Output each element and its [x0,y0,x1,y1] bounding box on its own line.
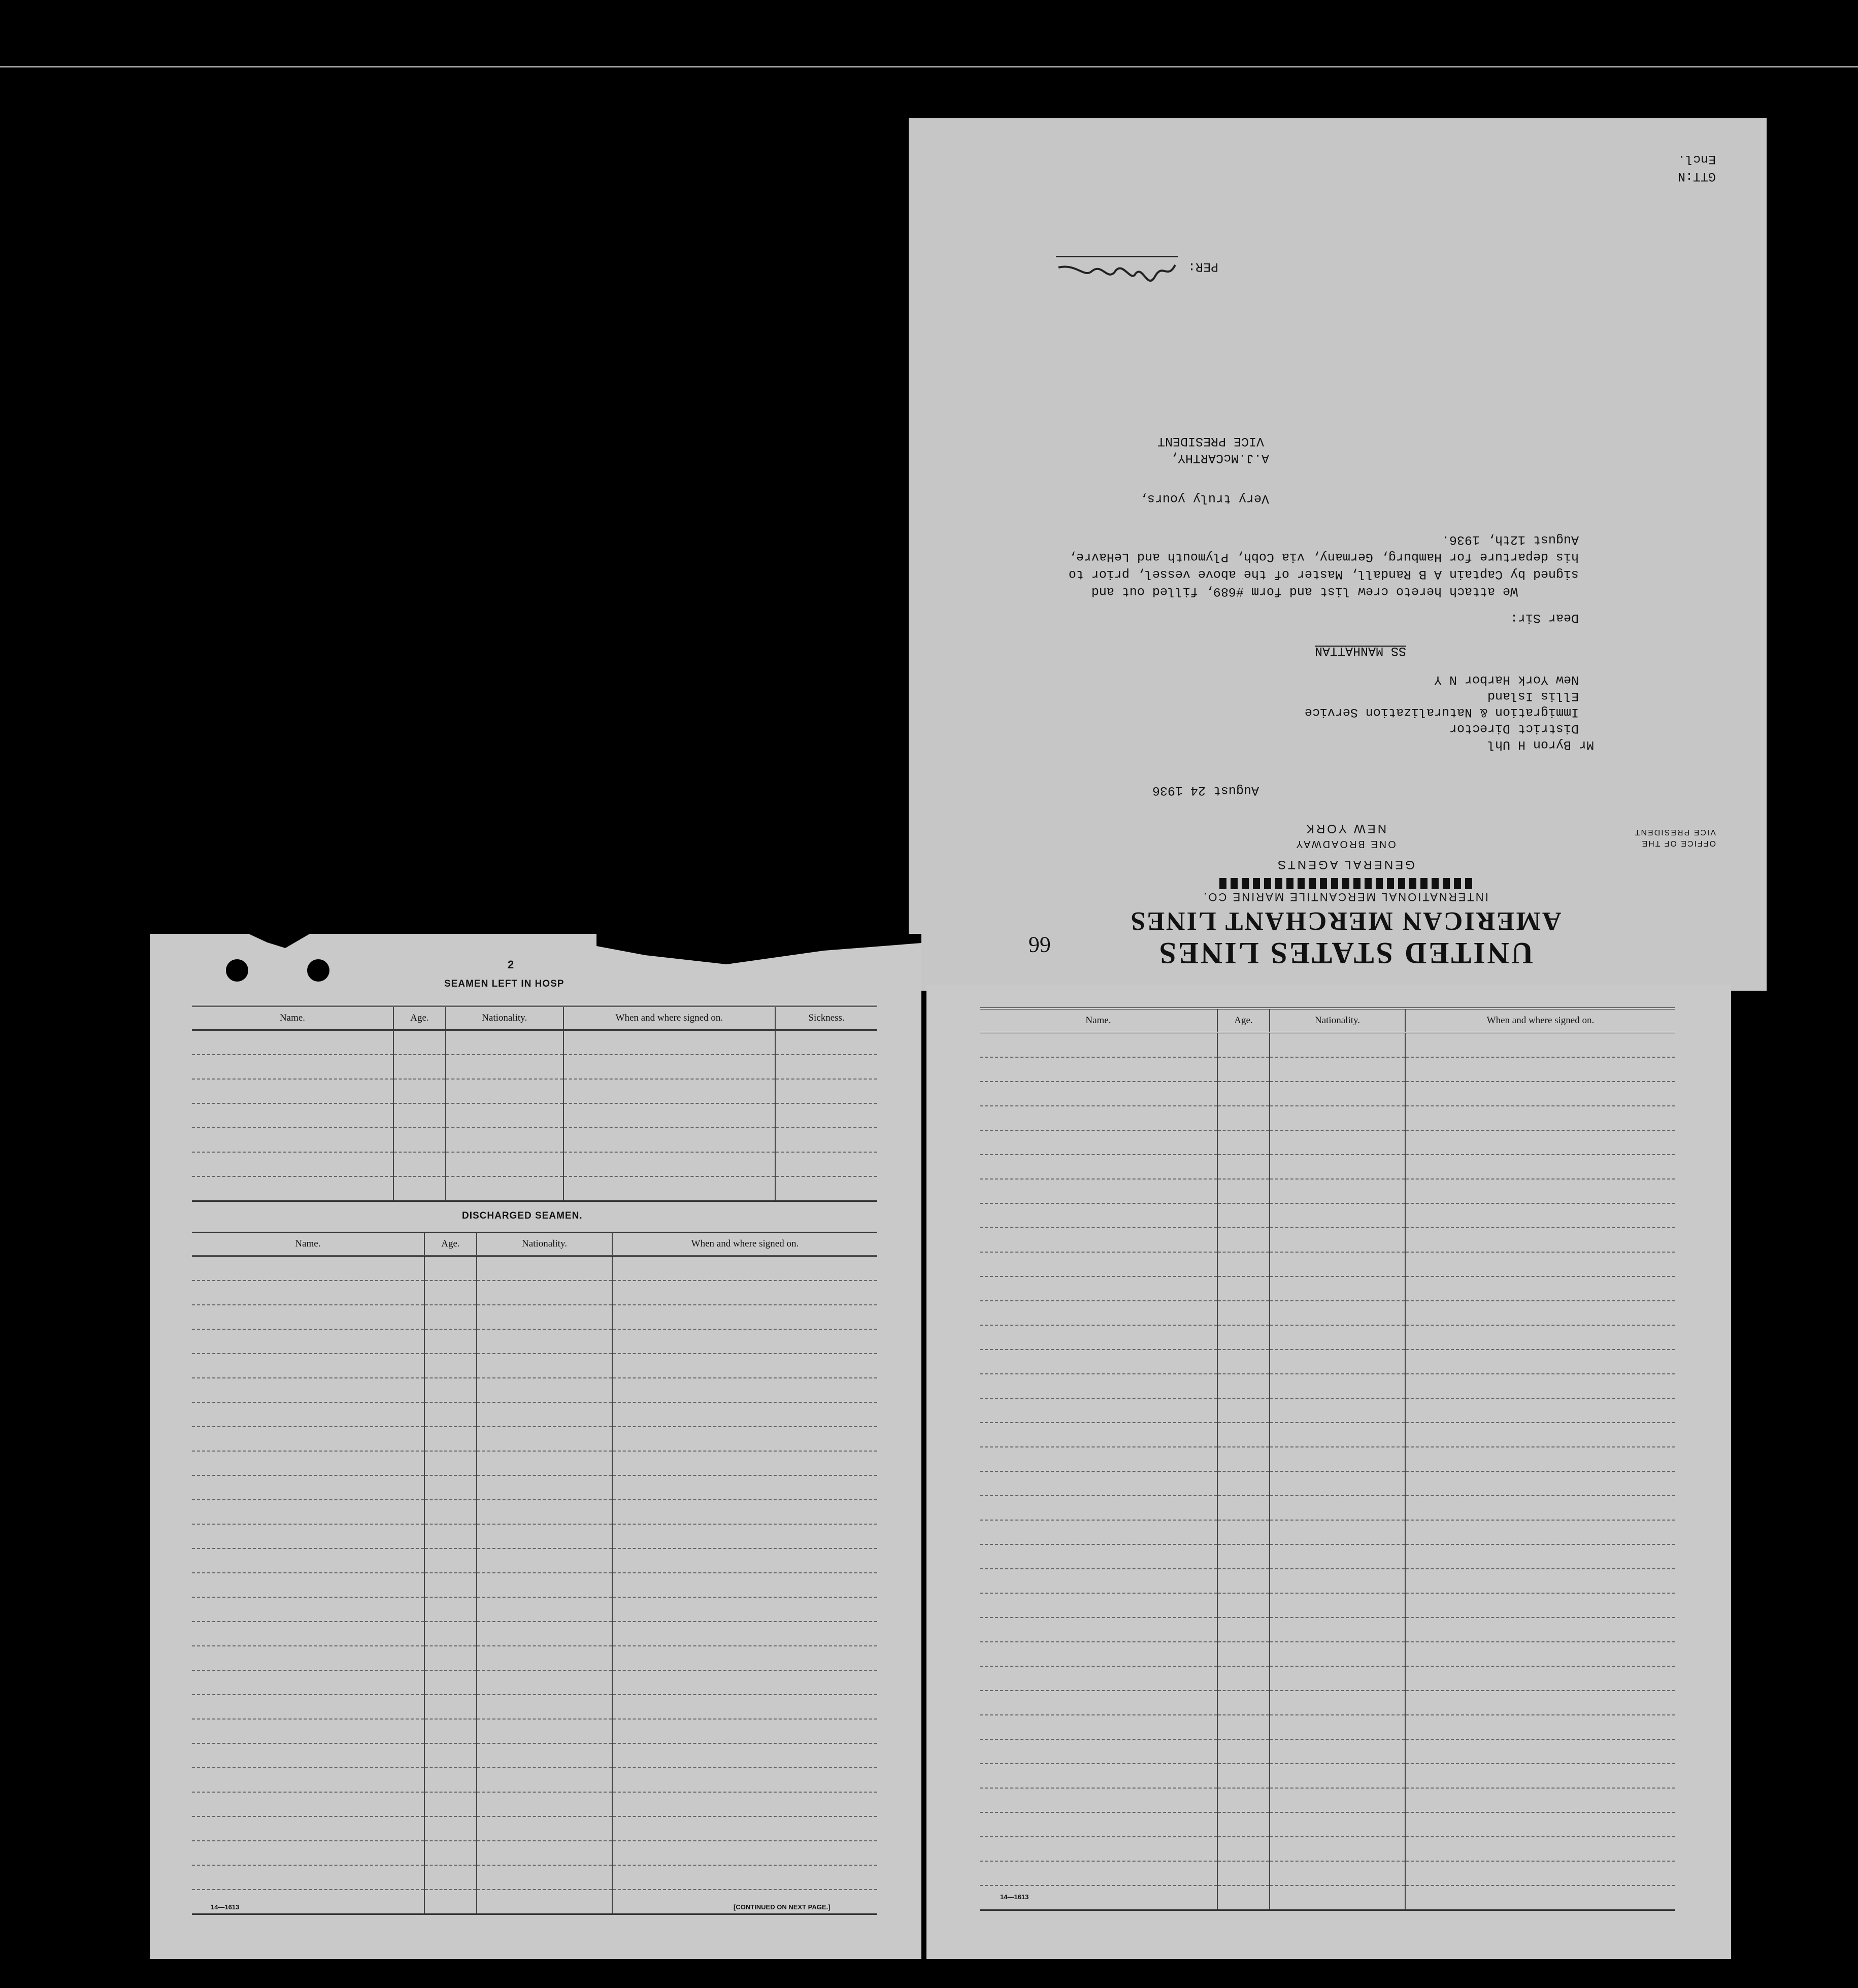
col-name: Name. [192,1006,393,1030]
discharged-header-row [192,1232,877,1256]
page-number: 66 [1028,932,1051,957]
table-row [980,1812,1675,1837]
table-row [192,1055,877,1079]
table-row [980,1423,1675,1447]
table-row [192,1305,877,1329]
addressee-line: Ellis Island [1487,689,1579,703]
page-label: 2 [508,958,515,971]
body-line: signed by Captain A B Randall, Master of the above vessel, prior to [1068,567,1579,582]
col-signed-on: When and where signed on. [563,1006,776,1030]
hospital-table [192,1005,877,1202]
table-row [192,1670,877,1695]
col-name: Name. [192,1232,424,1256]
table-row [980,1739,1675,1764]
table-row [980,1471,1675,1496]
table-row [980,1666,1675,1691]
col-signed-on: When and where signed on. [612,1232,877,1256]
body-line: his departure for Hamburg, Germany, via Cobh, Plymouth and LeHavre, [1068,550,1579,564]
table-row [980,1788,1675,1812]
crew-rows [980,1033,1675,1910]
addressee-line: Mr Byron H Uhl [1487,737,1594,752]
table-row [192,1524,877,1548]
left-form-sheet [150,934,921,1959]
table-row [980,1691,1675,1715]
subject-line: SS MANHATTAN [1314,644,1406,658]
table-row [980,1350,1675,1374]
hospital-header-row [192,1006,877,1030]
table-row [980,1837,1675,1861]
table-row [192,1451,877,1475]
scan-edge-line [0,66,1858,68]
table-row [192,1622,877,1646]
signer-title: VICE PRESIDENT [1157,434,1264,449]
discharged-section-title: DISCHARGED SEAMEN. [462,1210,583,1221]
table-row [192,1816,877,1841]
letterhead-united-states-lines: UNITED STATES LINES [1157,936,1534,970]
table-row [192,1329,877,1354]
table-row [980,1618,1675,1642]
hospital-rows [192,1030,877,1201]
col-signed-on: When and where signed on. [1405,1008,1675,1033]
table-row [192,1475,877,1500]
table-row [980,1057,1675,1082]
torn-edge [596,934,921,964]
letterhead-ornament [1218,878,1472,889]
table-row [192,1103,877,1128]
letterhead-american-merchant-lines: AMERICAN MERCHANT LINES [1129,906,1562,935]
table-row [192,1354,877,1378]
letter-sheet [909,118,1767,991]
table-row [980,1715,1675,1739]
table-row [980,1642,1675,1666]
table-row [192,1597,877,1622]
addressee-line: District Director [1449,721,1579,736]
table-row [980,1885,1675,1910]
col-nationality: Nationality. [446,1006,563,1030]
table-row [192,1378,877,1402]
table-row [980,1544,1675,1569]
col-nationality: Nationality. [1270,1008,1405,1033]
crew-table [980,1007,1675,1911]
table-row [980,1447,1675,1471]
discharged-table [192,1231,877,1915]
table-row [192,1281,877,1305]
table-row [192,1695,877,1719]
letter-date: August 24 1936 [1152,783,1259,798]
table-row [980,1301,1675,1325]
table-row [980,1252,1675,1276]
handwritten-signature [1056,256,1178,283]
table-row [980,1155,1675,1179]
letterhead-city: NEW YORK [1304,822,1387,835]
col-age: Age. [393,1006,446,1030]
table-row [980,1496,1675,1520]
crew-header-row [980,1008,1675,1033]
table-row [192,1743,877,1768]
body-line: August 12th, 1936. [1441,532,1579,547]
letter-rotated-content [909,118,1767,991]
table-row [192,1030,877,1055]
table-row [192,1768,877,1792]
table-row [980,1593,1675,1618]
letterhead-imm-co: INTERNATIONAL MERCANTILE MARINE CO. [1202,891,1488,903]
col-age: Age. [1217,1008,1270,1033]
continued-note: [CONTINUED ON NEXT PAGE.] [734,1903,831,1911]
col-nationality: Nationality. [477,1232,612,1256]
table-row [980,1276,1675,1301]
table-row [192,1176,877,1201]
table-row [192,1841,877,1865]
table-row [192,1865,877,1890]
table-row [980,1861,1675,1885]
table-row [192,1427,877,1451]
torn-edge [249,934,310,948]
office-line-2: VICE PRESIDENT [1634,828,1716,836]
punch-hole [226,959,248,982]
closing: Very truly yours, [1139,491,1269,506]
addressee-line: Immigration & Naturalization Service [1304,705,1579,720]
table-row [980,1228,1675,1252]
table-row [980,1179,1675,1203]
reference-initials: GTT:N [1677,169,1716,184]
office-label [1634,826,1716,849]
table-row [980,1203,1675,1228]
form-number: 14—1613 [1000,1893,1029,1901]
right-form-sheet [926,985,1731,1959]
form-number: 14—1613 [211,1903,240,1911]
signer-name: A.J.McCARTHY, [1170,451,1269,465]
per-label: PER: [1187,259,1218,274]
body-line: We attach hereto crew list and form #689, filled out and [1091,584,1518,599]
salutation: Dear Sir: [1510,611,1579,625]
col-name: Name. [980,1008,1217,1033]
signature-graphic [1056,257,1178,283]
letterhead-address: ONE BROADWAY [1295,838,1396,850]
table-row [192,1573,877,1597]
table-row [192,1402,877,1427]
table-row [192,1548,877,1573]
table-row [192,1256,877,1281]
enclosure-note: Encl. [1677,152,1716,166]
addressee-line: New York Harbor N Y [1434,672,1579,687]
hospital-section-title: SEAMEN LEFT IN HOSP [444,979,565,989]
discharged-rows [192,1256,877,1914]
table-row [980,1325,1675,1350]
table-row [192,1128,877,1152]
table-row [980,1033,1675,1058]
table-row [980,1082,1675,1106]
table-row [980,1520,1675,1544]
table-row [192,1152,877,1176]
table-row [192,1500,877,1524]
table-row [980,1398,1675,1423]
table-row [980,1106,1675,1130]
table-row [192,1792,877,1816]
table-row [980,1374,1675,1398]
table-row [980,1569,1675,1593]
table-row [980,1764,1675,1788]
punch-hole [307,959,329,982]
table-row [980,1130,1675,1155]
table-row [192,1079,877,1103]
col-sickness: Sickness. [775,1006,877,1030]
table-row [192,1646,877,1670]
table-row [192,1719,877,1743]
col-age: Age. [424,1232,477,1256]
letterhead-general-agents: GENERAL AGENTS [1276,858,1415,871]
office-line-1: OFFICE OF THE [1641,839,1716,848]
